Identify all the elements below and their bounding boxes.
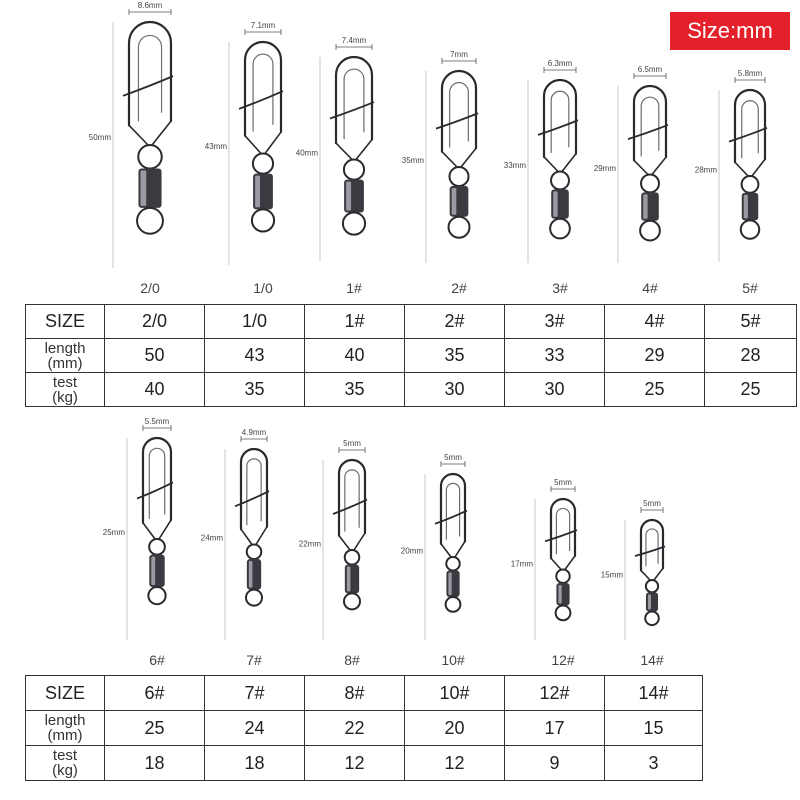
test-cell: 12 (405, 746, 505, 781)
snap-loop (143, 438, 171, 523)
width-label: 4.9mm (241, 428, 267, 437)
snap-neck (241, 527, 267, 545)
swivel-ring-top (344, 160, 364, 180)
width-label: 5mm (554, 478, 572, 487)
swivel-barrel (646, 592, 658, 611)
swivel-barrel-highlight (643, 194, 647, 218)
snap-swivel-2/0 (89, 1, 173, 296)
snap-loop (129, 22, 171, 125)
swivel-ring-bottom (741, 220, 759, 238)
snap-inner-wire (450, 83, 469, 148)
test-cell: 30 (505, 373, 605, 407)
snap-loop (245, 42, 281, 136)
size-caption: 8# (344, 652, 360, 668)
unit-badge: Size:mm (670, 12, 790, 50)
size-cell: 5# (705, 305, 797, 339)
test-cell: 12 (305, 746, 405, 781)
swivel-ring-bottom (343, 212, 365, 234)
swivel-ring-top (253, 154, 273, 174)
snap-inner-wire (646, 529, 658, 566)
swivel-ring-bottom (640, 221, 660, 241)
snap-swivel-6# (103, 417, 173, 668)
length-unit: (mm) (47, 727, 83, 744)
snap-loop (339, 460, 365, 536)
snap-swivel-4# (594, 65, 668, 296)
length-cell: 35 (405, 339, 505, 373)
height-label: 33mm (503, 160, 526, 170)
snap-swivel-3# (504, 59, 578, 296)
swivel-ring-top (551, 172, 569, 190)
size-caption: 7# (246, 652, 262, 668)
swivel-barrel-highlight (151, 557, 155, 585)
swivel-ring-top (646, 580, 658, 592)
row-header-test (26, 373, 105, 407)
snap-swivel-8# (299, 439, 367, 668)
swivel-barrel (556, 583, 569, 606)
snap-neck (641, 568, 663, 580)
size-row (26, 676, 703, 711)
swivel-ring-bottom (446, 597, 461, 612)
snap-latch (635, 546, 665, 556)
length-cell: 24 (205, 711, 305, 746)
snap-inner-wire (138, 35, 161, 121)
width-label: 7.1mm (250, 21, 276, 30)
height-label: 28mm (694, 165, 717, 175)
height-label: 24mm (200, 533, 223, 543)
test-cell: 25 (605, 373, 705, 407)
height-label: 20mm (400, 546, 423, 556)
swivel-ring-bottom (148, 587, 165, 604)
snap-neck (441, 541, 465, 557)
size-cell: 2/0 (105, 305, 205, 339)
snap-swivel-10# (401, 453, 467, 668)
size-row (26, 305, 797, 339)
snap-inner-wire (556, 508, 569, 554)
swivel-ring-top (149, 539, 165, 555)
snap-swivel-2# (402, 50, 478, 296)
snap-inner-wire (742, 101, 759, 158)
test-unit: (kg) (52, 762, 78, 779)
swivel-barrel-highlight (448, 572, 451, 595)
snap-neck (129, 121, 171, 145)
length-row (26, 711, 703, 746)
size-caption: 4# (642, 280, 658, 296)
swivel-ring-top (446, 557, 459, 570)
swivel-ring-bottom (550, 219, 570, 239)
size-caption: 5# (742, 280, 758, 296)
swivel-ring-top (247, 545, 262, 560)
height-label: 40mm (295, 148, 318, 158)
size-cell: 8# (305, 676, 405, 711)
snap-swivel-12# (511, 478, 577, 668)
test-cell: 40 (105, 373, 205, 407)
size-cell: 4# (605, 305, 705, 339)
width-label: 5mm (343, 439, 361, 448)
height-label: 50mm (88, 133, 111, 143)
swivel-ring-top (138, 145, 162, 169)
size-cell: 2# (405, 305, 505, 339)
snap-neck (336, 140, 372, 160)
swivel-barrel-highlight (744, 195, 748, 219)
snap-loop (441, 474, 465, 544)
test-cell: 25 (705, 373, 797, 407)
snap-inner-wire (446, 483, 459, 539)
size-caption: 2# (451, 280, 467, 296)
width-label: 6.5mm (637, 65, 663, 74)
row-header-length (26, 711, 105, 746)
length-label: length (44, 339, 86, 357)
test-cell: 30 (405, 373, 505, 407)
swivel-barrel-highlight (249, 561, 253, 588)
width-label: 7.4mm (341, 36, 367, 45)
snap-neck (544, 154, 576, 172)
swivel-ring-bottom (344, 593, 360, 609)
size-caption: 3# (552, 280, 568, 296)
snap-inner-wire (247, 459, 261, 525)
length-cell: 33 (505, 339, 605, 373)
swivel-ring-top (742, 176, 759, 193)
test-cell: 35 (205, 373, 305, 407)
swivel-ring-bottom (252, 209, 274, 231)
swivel-barrel (446, 570, 459, 597)
snap-swivel-1# (296, 36, 374, 296)
snap-neck (245, 132, 281, 153)
length-cell: 17 (505, 711, 605, 746)
swivel-barrel-highlight (648, 594, 651, 609)
length-label: length (44, 712, 86, 729)
size-cell: 1# (305, 305, 405, 339)
snap-swivel-1/0 (205, 21, 283, 296)
snap-neck (551, 556, 575, 570)
swivel-ring-bottom (449, 217, 470, 238)
test-label: test (52, 373, 78, 391)
length-cell: 29 (605, 339, 705, 373)
length-cell: 50 (105, 339, 205, 373)
snap-loop (241, 449, 267, 529)
size-caption: 14# (640, 652, 664, 668)
snap-swivel-14# (601, 499, 665, 668)
swivel-barrel-highlight (255, 176, 260, 208)
snap-inner-wire (345, 470, 359, 532)
snap-latch (545, 530, 577, 541)
snap-neck (442, 148, 476, 167)
size-cell: 14# (605, 676, 703, 711)
length-row (26, 339, 797, 373)
row-header-size: SIZE (26, 676, 105, 711)
height-label: 22mm (298, 539, 321, 549)
snap-inner-wire (551, 91, 569, 153)
size-cell: 1/0 (205, 305, 305, 339)
swivel-barrel-highlight (140, 171, 146, 206)
snap-loop (336, 57, 372, 143)
size-cell: 7# (205, 676, 305, 711)
width-label: 5mm (444, 453, 462, 462)
size-caption: 1/0 (253, 280, 273, 296)
snap-swivel-7# (201, 428, 269, 668)
size-caption: 6# (149, 652, 165, 668)
snap-loop (641, 520, 663, 570)
width-label: 8.6mm (137, 1, 163, 10)
snap-inner-wire (344, 69, 364, 139)
size-caption: 2/0 (140, 280, 160, 296)
spec-table-bottom (25, 675, 703, 781)
test-cell: 18 (105, 746, 205, 781)
height-label: 29mm (593, 163, 616, 173)
swivel-ring-bottom (246, 590, 262, 606)
swivel-ring-bottom (137, 208, 163, 234)
size-cell: 10# (405, 676, 505, 711)
length-cell: 20 (405, 711, 505, 746)
row-header-size: SIZE (26, 305, 105, 339)
length-cell: 25 (105, 711, 205, 746)
swivel-barrel-highlight (452, 188, 457, 215)
length-unit: (mm) (47, 354, 83, 372)
snap-inner-wire (641, 97, 659, 156)
length-cell: 43 (205, 339, 305, 373)
swivel-ring-bottom (645, 612, 659, 626)
snap-neck (735, 159, 765, 176)
snap-neck (634, 157, 666, 174)
swivel-barrel-highlight (347, 567, 351, 592)
test-cell: 18 (205, 746, 305, 781)
spec-table-top (25, 304, 797, 407)
swivel-ring-bottom (556, 606, 571, 621)
snap-inner-wire (253, 54, 273, 132)
row-header-test (26, 746, 105, 781)
height-label: 17mm (510, 559, 533, 569)
width-label: 5.8mm (737, 69, 763, 78)
height-label: 43mm (204, 142, 227, 152)
size-cell: 3# (505, 305, 605, 339)
height-label: 15mm (600, 570, 623, 580)
swivel-ring-top (641, 175, 659, 193)
length-cell: 40 (305, 339, 405, 373)
swivel-ring-top (449, 167, 468, 186)
snap-neck (143, 520, 171, 539)
row-header-length (26, 339, 105, 373)
size-cell: 12# (505, 676, 605, 711)
width-label: 6.3mm (547, 59, 573, 68)
snap-inner-wire (149, 448, 164, 519)
length-cell: 28 (705, 339, 797, 373)
swivel-barrel-highlight (553, 191, 557, 216)
snap-neck (339, 533, 365, 550)
size-caption: 10# (441, 652, 465, 668)
width-label: 7mm (450, 50, 468, 59)
length-cell: 22 (305, 711, 405, 746)
swivel-ring-top (345, 550, 360, 565)
test-row (26, 373, 797, 407)
test-row (26, 746, 703, 781)
height-label: 35mm (401, 156, 424, 166)
size-caption: 12# (551, 652, 575, 668)
swivel-barrel-highlight (346, 182, 351, 211)
test-cell: 3 (605, 746, 703, 781)
snap-latch (435, 511, 467, 524)
size-caption: 1# (346, 280, 362, 296)
snap-swivel-5# (695, 69, 767, 296)
test-cell: 35 (305, 373, 405, 407)
swivel-barrel-highlight (558, 585, 561, 604)
test-label: test (52, 747, 78, 764)
snap-latch (123, 76, 173, 96)
test-cell: 9 (505, 746, 605, 781)
size-cell: 6# (105, 676, 205, 711)
length-cell: 15 (605, 711, 703, 746)
swivel-ring-top (556, 570, 569, 583)
height-label: 25mm (102, 527, 125, 537)
width-label: 5mm (643, 499, 661, 508)
width-label: 5.5mm (144, 417, 170, 426)
test-unit: (kg) (52, 388, 78, 406)
